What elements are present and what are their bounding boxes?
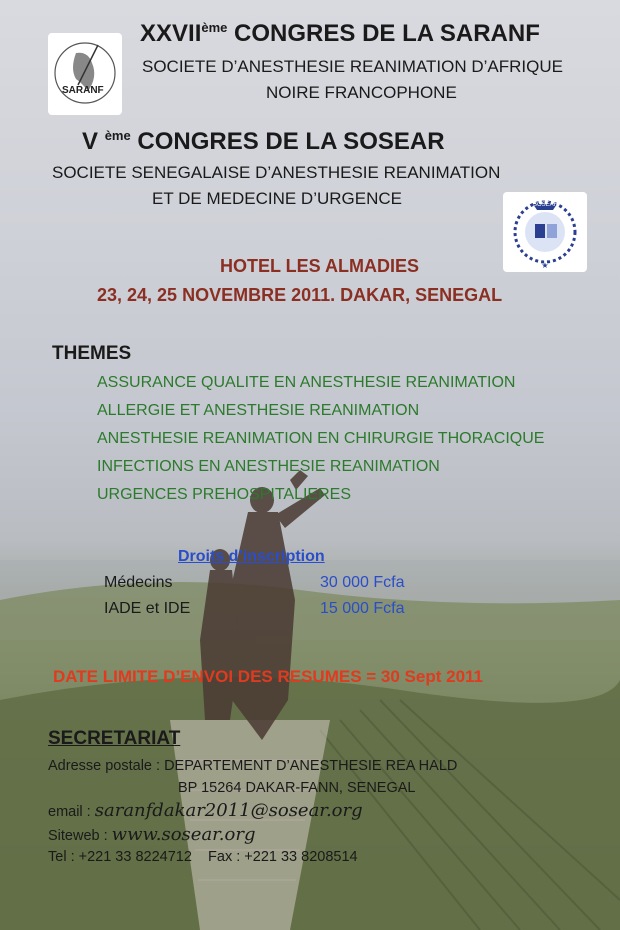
website-row [48, 824, 256, 845]
phone-fax: Tel : +221 33 8224712 Fax : +221 33 8208514 [48, 849, 358, 865]
saranf-title [140, 20, 540, 48]
sosear-title [82, 128, 445, 156]
saranf-logo [48, 33, 122, 115]
fee-label: Médecins [104, 574, 173, 591]
postal-address-line1: Adresse postale : DEPARTEMENT D’ANESTHESIE REA HALD [48, 758, 458, 774]
saranf-logo-graphic [48, 33, 122, 115]
themes-heading: THEMES [52, 343, 132, 364]
saranf-line2: NOIRE FRANCOPHONE [266, 83, 457, 102]
theme-item: INFECTIONS EN ANESTHESIE REANIMATION [97, 458, 440, 475]
saranf-title-sup: ème [201, 20, 228, 35]
email-label: email : [48, 804, 95, 820]
venue-dates: 23, 24, 25 NOVEMBRE 2011. DAKAR, SENEGAL [97, 285, 503, 305]
fee-label: IADE et IDE [104, 600, 191, 617]
fees-heading: Droits d’inscription [178, 548, 325, 565]
sosear-title-suffix: CONGRES DE LA SOSEAR [130, 128, 445, 155]
fee-amount: 30 000 Fcfa [320, 574, 405, 591]
email-row [48, 800, 363, 821]
postal-address-line2: BP 15264 DAKAR-FANN, SENEGAL [178, 780, 416, 796]
sosear-logo-text: SOSEAR [533, 202, 559, 208]
sosear-line1: SOCIETE SENEGALAISE D’ANESTHESIE REANIMATION [52, 163, 501, 182]
svg-text:★: ★ [541, 261, 549, 270]
email-address[interactable]: saranfdakar2011@sosear.org [94, 800, 363, 821]
website-link[interactable]: www.sosear.org [111, 824, 256, 845]
saranf-title-prefix: XXVII [140, 20, 202, 47]
sosear-title-prefix: V [82, 128, 99, 155]
theme-item: ALLERGIE ET ANESTHESIE REANIMATION [97, 402, 420, 419]
saranf-line1: SOCIETE D’ANESTHESIE REANIMATION D’AFRIQUE [142, 57, 563, 76]
venue-hotel: HOTEL LES ALMADIES [220, 256, 420, 276]
abstract-deadline: DATE LIMITE D’ENVOI DES RESUMES = 30 Sept 2011 [53, 667, 483, 686]
theme-item: ANESTHESIE REANIMATION EN CHIRURGIE THORACIQUE [97, 430, 545, 447]
sosear-line2: ET DE MEDECINE D’URGENCE [152, 189, 402, 208]
saranf-title-suffix: CONGRES DE LA SARANF [227, 20, 540, 47]
sosear-title-sup: ème [104, 128, 131, 143]
sosear-logo [503, 192, 587, 272]
secretariat-heading: SECRETARIAT [48, 728, 181, 749]
theme-item: ASSURANCE QUALITE EN ANESTHESIE REANIMATION [97, 374, 516, 391]
theme-item: URGENCES PREHOSPITALIERES [97, 486, 351, 503]
saranf-logo-text: SARANF [62, 85, 104, 96]
fee-amount: 15 000 Fcfa [320, 600, 405, 617]
website-label: Siteweb : [48, 828, 112, 844]
